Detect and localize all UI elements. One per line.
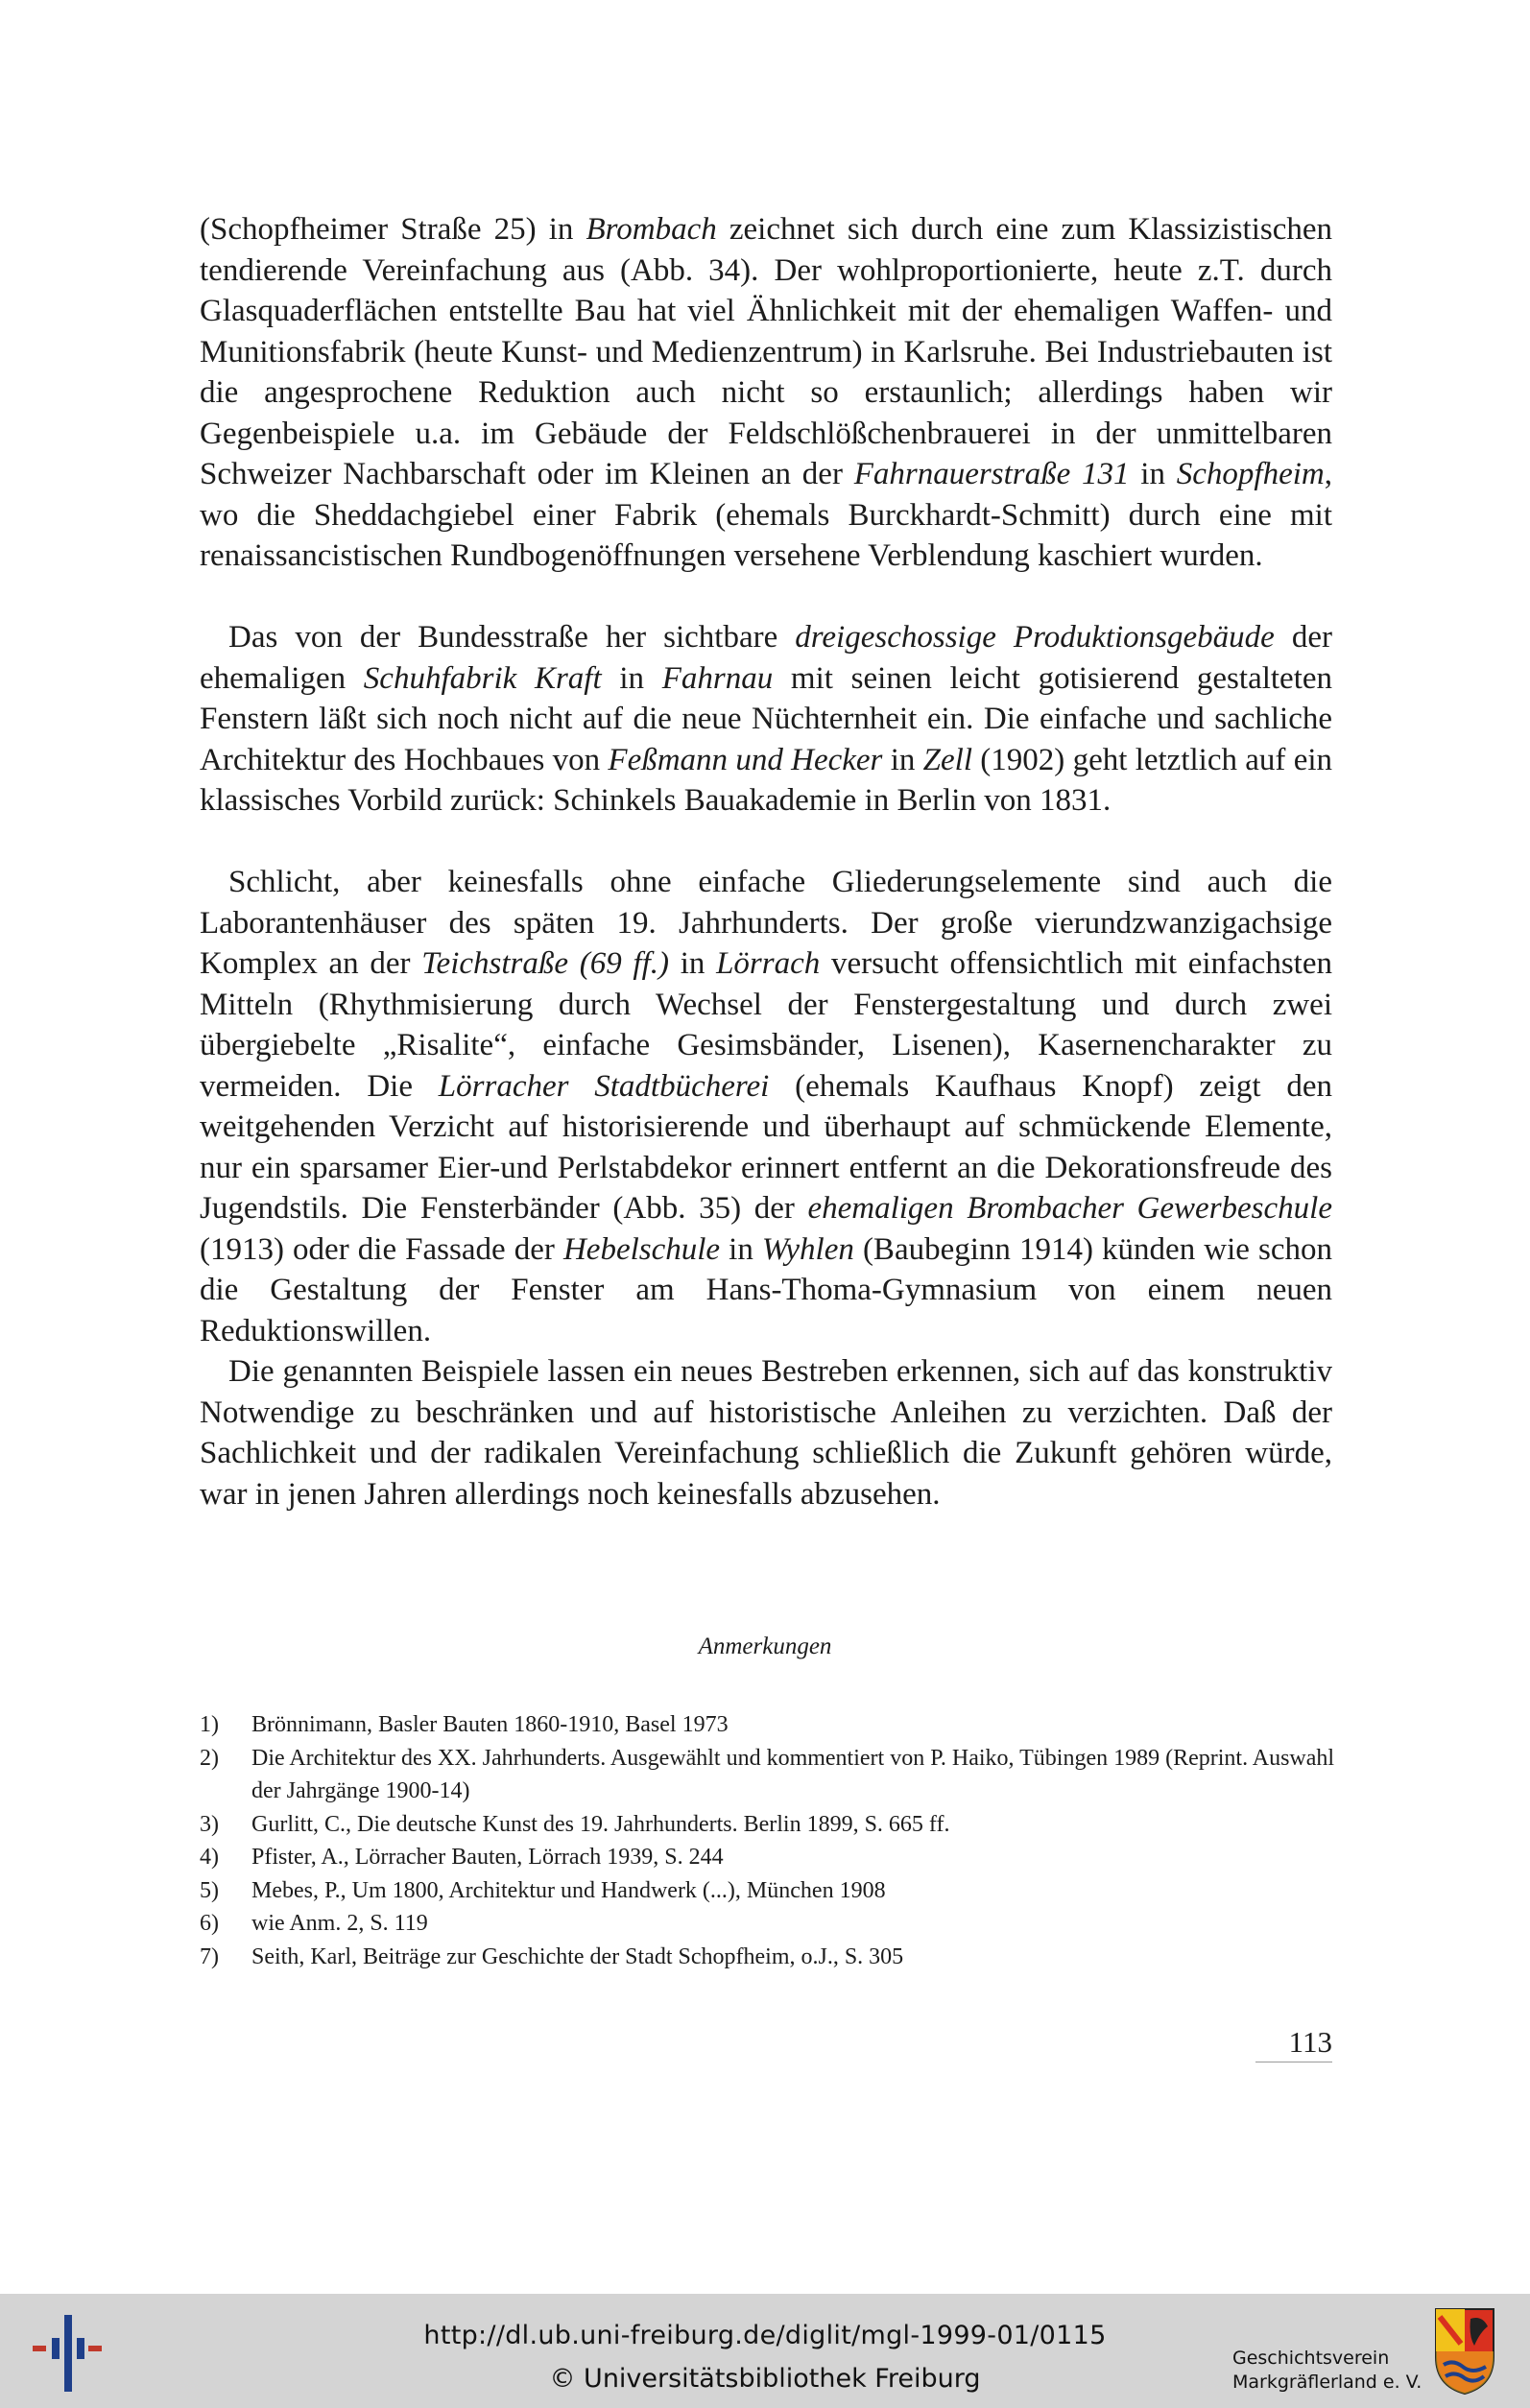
document-url-link[interactable]: http://dl.ub.uni-freiburg.de/diglit/mgl-1999-01/0115 [423,2321,1107,2350]
italic-text-run: Fahrnau [661,660,774,696]
footnote-number: 1) [200,1712,219,1737]
footnote-number: 5) [200,1877,219,1903]
footnote-item [200,1708,1342,1742]
text-run: Die genannten Beispiele lassen ein neues Bestreben erkennen, sich auf das konstruktiv Notwendige zu beschränken und auf historistische Anleihen zu verzichten. Daß der Sachlichkeit und der radikalen Vereinfachung schließlich die Zukunft gehören würde, war in jenen Jahren allerdings noch keinesfalls abzusehen. [200,1354,1332,1512]
italic-text-run: Lörracher Stadtbücherei [438,1068,770,1104]
italic-text-run: Teichstraße (69 ff.) [421,946,669,981]
footnotes-list [200,1708,1342,1973]
copyright-text: © Universitätsbibliothek Freiburg [549,2364,981,2394]
italic-text-run: Schopfheim [1176,457,1325,491]
text-run: (Schopfheimer Straße 25) in [200,212,586,247]
footnote-text: Pfister, A., Lörracher Bauten, Lörrach 1939, S. 244 [251,1845,724,1870]
page-number: 113 [1255,2023,1332,2062]
footnote-text: Seith, Karl, Beiträge zur Geschichte der Stadt Schopfheim, o.J., S. 305 [251,1943,904,1969]
text-run: mit seinen leicht gotisierend gestalteten Fenstern läßt sich noch nicht auf die neue Nüchternheit ein. Die einfache und sachliche Architektur des Hochbaues von [200,660,1333,777]
footnote-item [200,1874,1342,1908]
text-run: Schlicht, aber keinesfalls ohne einfache Gliederungselemente sind auch die Laborantenhäuser des späten 19. Jahrhunderts. Der große vierundzwanzigachsige Komplex an der [200,865,1332,981]
footnote-number: 7) [200,1943,219,1969]
text-run: in [668,946,717,981]
society-name [1232,2347,1422,2395]
footnote-text: Gurlitt, C., Die deutsche Kunst des 19. Jahrhunderts. Berlin 1899, S. 665 ff. [251,1811,950,1837]
footnote-text: Die Architektur des XX. Jahrhunderts. Ausgewählt und kommentiert von P. Haiko, Tübingen 1989 (Reprint. Auswahl der Jahrgänge 1900-14) [251,1745,1335,1803]
text-run: , wo die Sheddachgiebel einer Fabrik (ehemals Burckhardt-Schmitt) durch eine mit renaissancistischen Rundbogenöffnungen versehene Verblendung kaschiert wurden. [200,457,1332,573]
society-name-line-1: Geschichtsverein [1232,2348,1390,2369]
coat-of-arms-icon [1434,2307,1495,2396]
italic-text-run: Schuhfabrik Kraft [363,660,602,696]
text-run: (ehemals Kaufhaus Knopf) zeigt den weitgehenden Verzicht auf historisierende und überhaupt auf schmückende Elemente, nur ein sparsamer Eier-und Perlstabdekor erinnert entfernt an die Dekorationsfreude des Jugendstils. Die Fensterbänder (Abb. 35) der [200,1068,1332,1226]
footnote-number: 2) [200,1745,219,1771]
footnote-number: 6) [200,1911,219,1936]
text-run: Das von der Bundesstraße her sichtbare [228,620,796,655]
footnote-item [200,1841,1342,1874]
footnote-item [200,1941,1342,1974]
footnote-text: Brönnimann, Basler Bauten 1860-1910, Basel 1973 [251,1712,729,1737]
text-run: (1902) geht letztlich auf ein klassisches Vorbild zurück: Schinkels Bauakademie in Berlin von 1831. [200,742,1333,818]
footnote-number: 3) [200,1811,219,1837]
society-name-line-2: Markgräflerland e. V. [1232,2372,1422,2393]
text-run: (1913) oder die Fassade der [200,1231,563,1267]
footnote-item [200,1808,1342,1842]
text-run: in [882,742,923,777]
text-run: in [720,1231,762,1267]
footnote-number: 4) [200,1845,219,1870]
notes-heading: Anmerkungen [698,1633,832,1659]
italic-text-run: Fahrnauerstraße 131 [853,457,1130,491]
italic-text-run: Zell [922,742,973,777]
italic-text-run: Lörrach [716,946,821,981]
text-run: in [601,660,662,696]
text-run: der ehemaligen [200,620,1332,696]
italic-text-run: Hebelschule [562,1231,721,1267]
italic-text-run: Feßmann und Hecker [608,742,883,777]
footer-bar [0,2294,1530,2408]
footnote-item [200,1907,1342,1941]
italic-text-run: Brombach [586,212,717,247]
italic-text-run: Wyhlen [761,1231,854,1267]
body-paragraph-3 [200,862,1332,1351]
text-run: versucht offensichtlich mit einfachsten Mitteln (Rhythmisierung durch Wechsel der Fenstergestaltung und durch zwei übergiebelte „Risalite“, einfache Gesimsbänder, Lisenen), Kasernencharakter zu vermeiden. Die [200,946,1332,1104]
body-paragraph-1 [200,209,1332,577]
text-run: zeichnet sich durch eine zum Klassizistischen tendierende Vereinfachung aus (Abb. 34). Der wohlproportionierte, heute z.T. durch Glasquaderflächen entstellte Bau hat viel Ähnlichkeit mit der ehemaligen Waffen- und Munitionsfabrik (heute Kunst- und Medienzentrum) in Karlsruhe. Bei Industriebauten ist die angesprochene Reduktion auch nicht so erstaunlich; allerdings haben wir Gegenbeispiele u.a. im Gebäude der Feldschlößchenbrauerei in der unmittelbaren Schweizer Nachbarschaft oder im Kleinen an der [200,212,1332,491]
text-run: (Baubeginn 1914) künden wie schon die Gestaltung der Fenster am Hans-Thoma-Gymnasium von einem neuen Reduktionswillen. [200,1231,1333,1348]
footnote-text: wie Anm. 2, S. 119 [251,1911,428,1936]
italic-text-run: ehemaligen Brombacher Gewerbeschule [807,1191,1332,1226]
italic-text-run: dreigeschossige Produktionsgebäude [795,620,1275,655]
text-run: in [1129,457,1177,491]
body-paragraph-2 [200,617,1332,822]
footnote-item [200,1742,1342,1808]
body-paragraph-4 [200,1351,1332,1514]
footnote-text: Mebes, P., Um 1800, Architektur und Handwerk (...), München 1908 [251,1877,886,1903]
